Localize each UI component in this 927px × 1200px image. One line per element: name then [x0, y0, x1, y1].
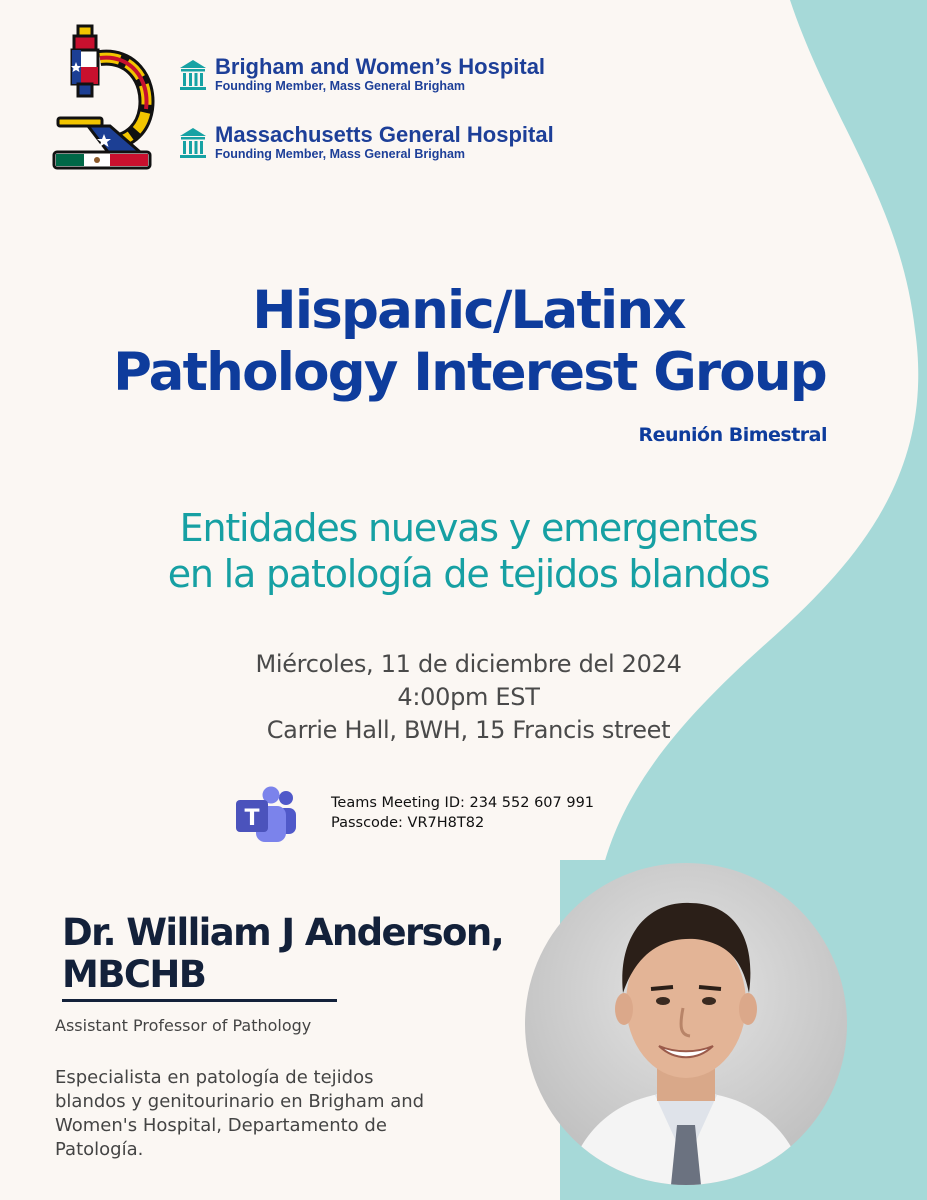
- hospital-name: Massachusetts General Hospital: [215, 122, 554, 147]
- hospital-brigham: [178, 55, 545, 94]
- speaker-portrait: [525, 863, 847, 1185]
- event-time: 4:00pm EST: [397, 683, 540, 711]
- hospital-mgh: [178, 123, 554, 162]
- microsoft-teams-icon: [234, 786, 300, 844]
- hospital-building-icon: [178, 58, 208, 92]
- event-details: [0, 648, 927, 747]
- teams-passcode: Passcode: VR7H8T82: [331, 815, 485, 831]
- event-date: Miércoles, 11 de diciembre del 2024: [255, 650, 682, 678]
- svg-text:T: T: [244, 806, 260, 831]
- speaker-name-line-1: Dr. William J Anderson,: [62, 911, 504, 954]
- bio-line: Women's Hospital, Departamento de: [55, 1115, 387, 1136]
- bio-line: blandos y genitourinario en Brigham and: [55, 1091, 425, 1112]
- talk-topic: [0, 505, 927, 597]
- bio-line: Especialista en patología de tejidos: [55, 1067, 374, 1088]
- teams-meeting-info: [331, 793, 594, 833]
- microscope-flags-logo: [50, 24, 158, 172]
- speaker-bio: [55, 1066, 525, 1162]
- title-line-1: Hispanic/Latinx: [252, 280, 685, 341]
- hospital-name: Brigham and Women’s Hospital: [215, 54, 546, 79]
- topic-line-2: en la patología de tejidos blandos: [167, 552, 770, 596]
- hospital-subtitle: Founding Member, Mass General Brigham: [215, 147, 466, 161]
- meeting-type: Reunión Bimestral: [638, 424, 827, 446]
- event-title: [0, 280, 927, 404]
- speaker-name: [62, 912, 503, 996]
- speaker-underline: [62, 999, 337, 1002]
- bio-line: Patología.: [55, 1139, 144, 1160]
- hospital-building-icon: [178, 126, 208, 160]
- title-line-2: Pathology Interest Group: [113, 342, 826, 403]
- speaker-name-line-2: MBCHB: [62, 953, 206, 996]
- speaker-role: Assistant Professor of Pathology: [55, 1016, 312, 1035]
- teams-meeting-id: Teams Meeting ID: 234 552 607 991: [331, 795, 595, 811]
- event-location: Carrie Hall, BWH, 15 Francis street: [266, 716, 671, 744]
- hospital-subtitle: Founding Member, Mass General Brigham: [215, 79, 466, 93]
- topic-line-1: Entidades nuevas y emergentes: [179, 506, 758, 550]
